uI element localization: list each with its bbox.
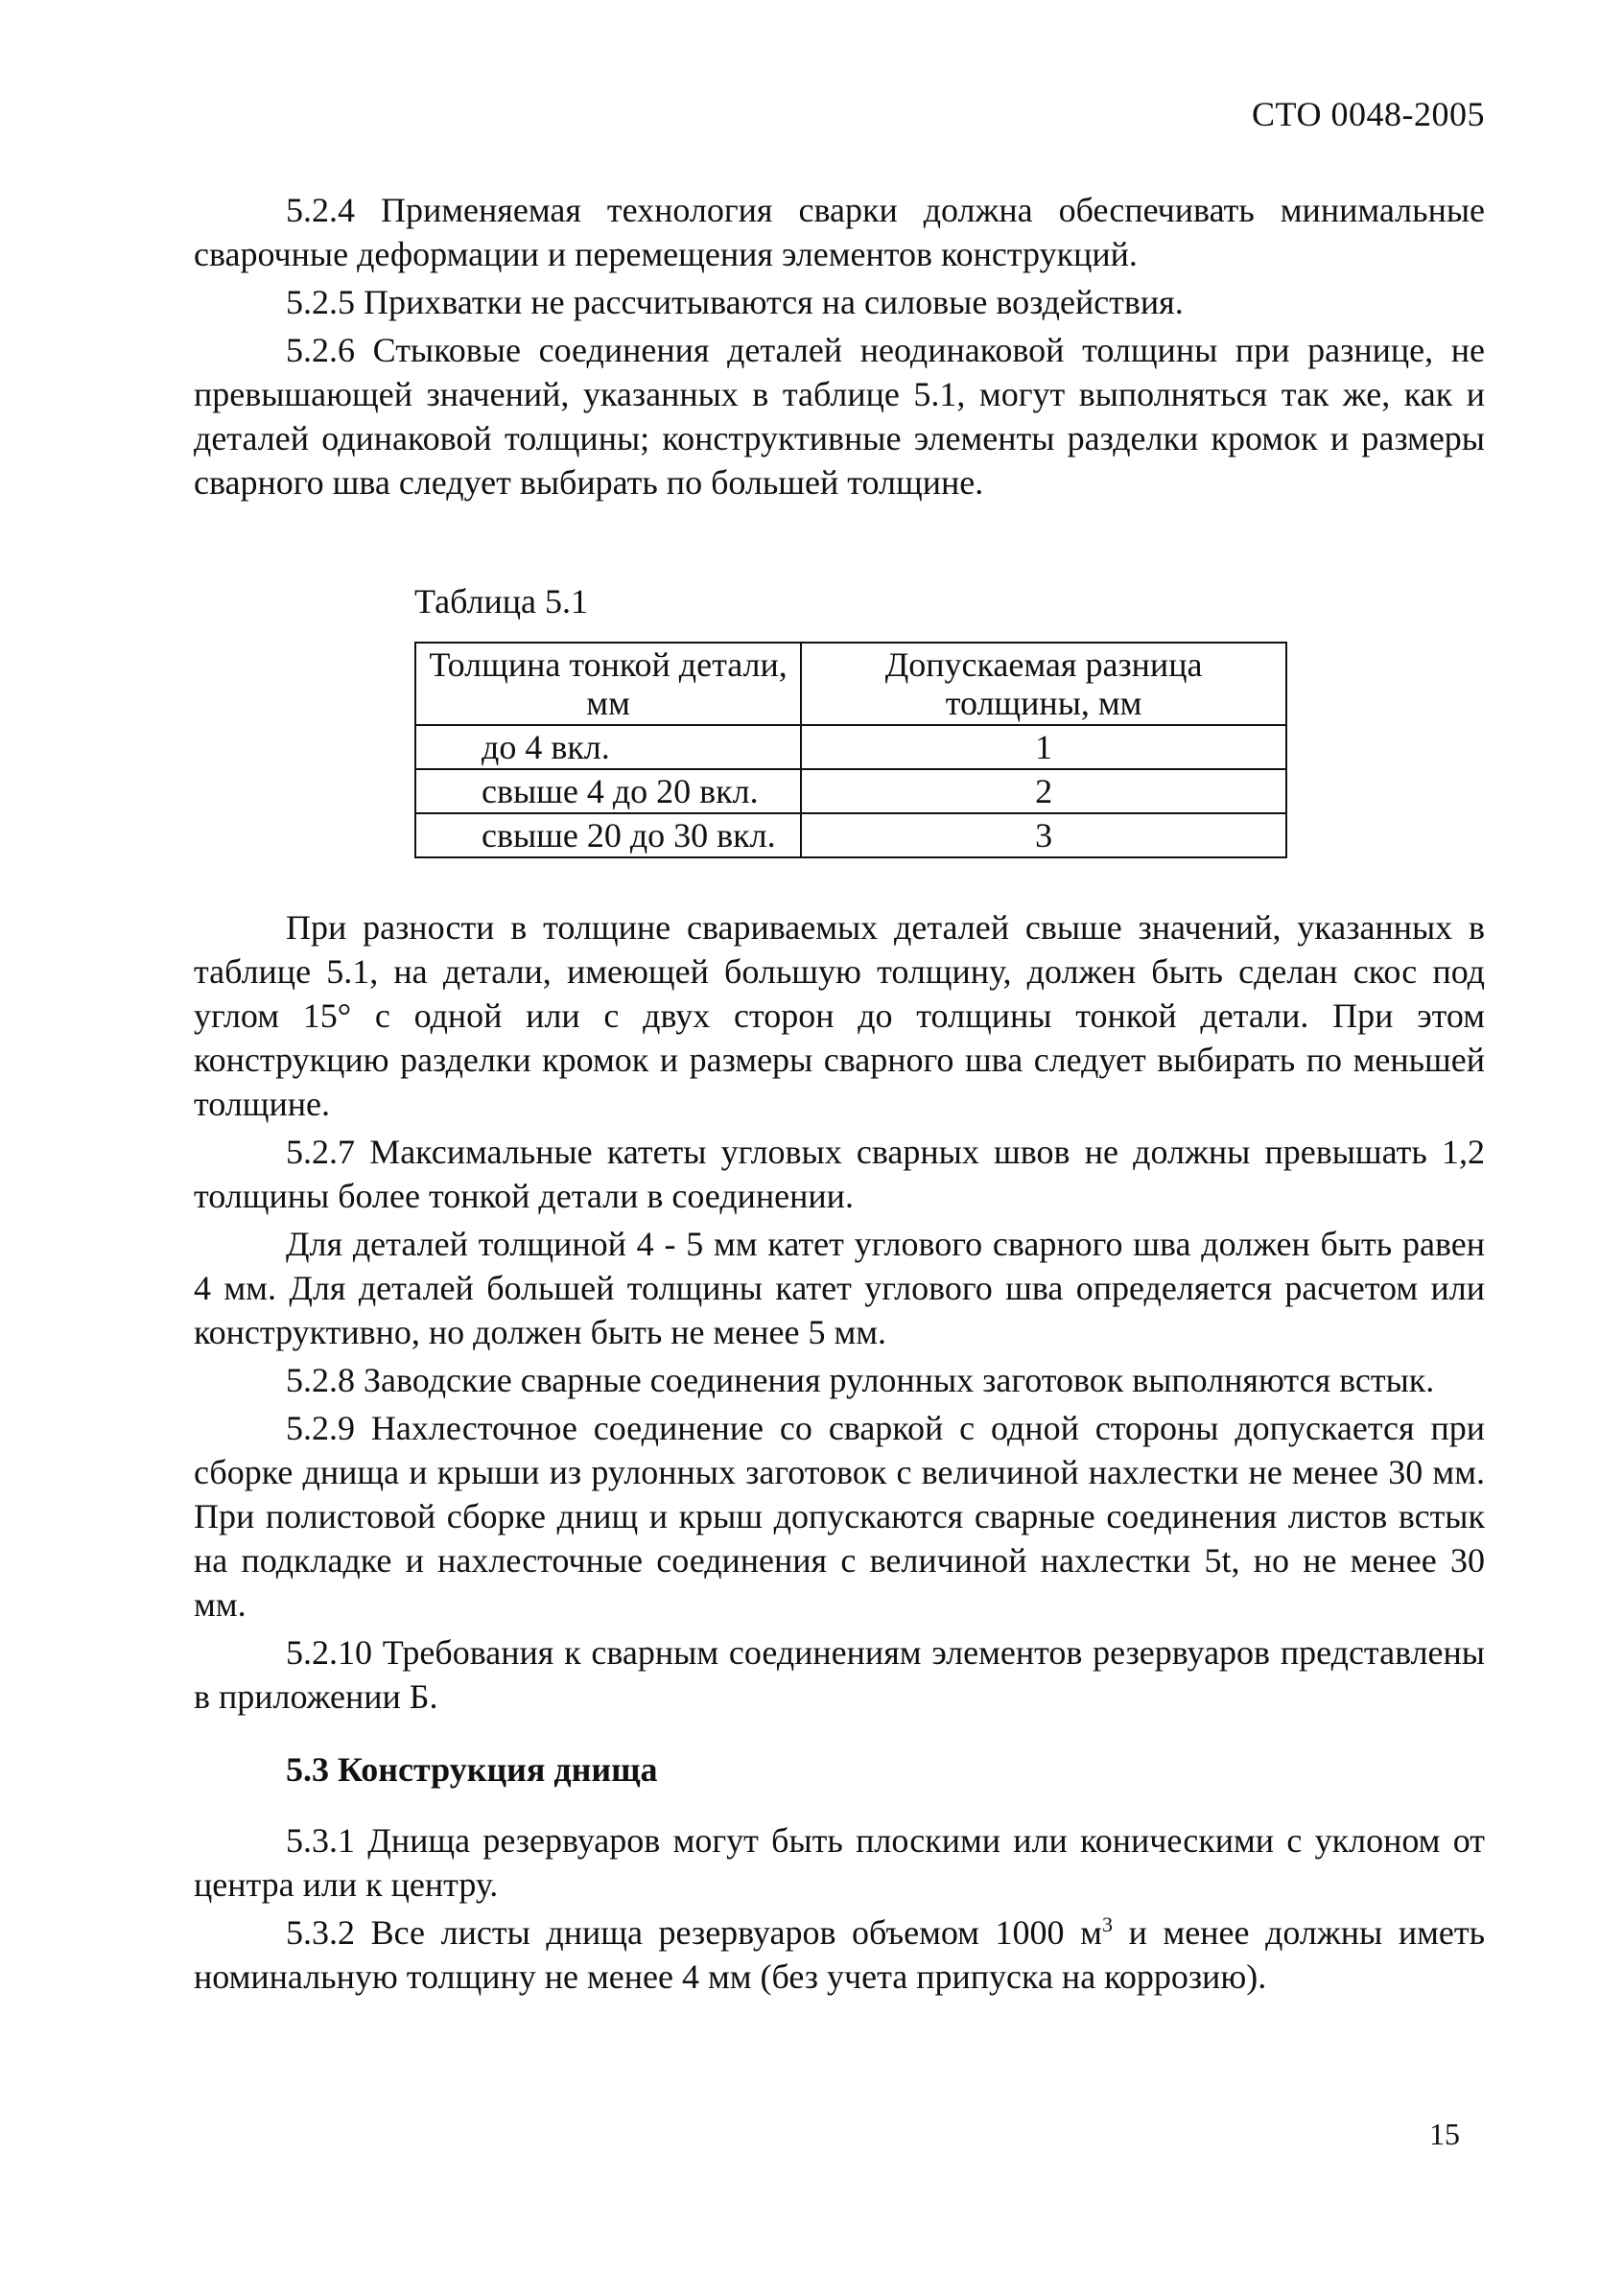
paragraph-5-3-2-end: и менее должны иметь номинальную толщину не менее 4 мм (без учета припуска на коррозию).: [194, 1913, 1485, 1996]
table-row: [415, 769, 1286, 813]
paragraph-5-2-8: 5.2.8 Заводские сварные соединения рулонных заготовок выполняются встык.: [286, 1361, 1435, 1399]
paragraph-5-2-7: 5.2.7 Максимальные катеты угловых сварных швов не должны превышать 1,2 толщины более тонкой детали в соединении.: [194, 1133, 1485, 1215]
table-row: [415, 725, 1286, 769]
paragraph-5-2-10: 5.2.10 Требования к сварным соединениям элементов резервуаров представлены в приложении Б.: [194, 1633, 1485, 1716]
document-code-header: СТО 0048-2005: [1251, 95, 1485, 133]
section-heading: 5.3 Конструкция днища: [286, 1750, 658, 1789]
main-text-block: [194, 905, 1485, 2003]
table-caption: Таблица 5.1: [414, 582, 588, 621]
paragraph-leg-size: Для деталей толщиной 4 - 5 мм катет углового сварного шва должен быть равен 4 мм. Для деталей большей толщины катет углового шва определяется расчетом или конструктивно, но должен быть не менее 5 мм.: [194, 1225, 1485, 1351]
table-header-cell: Допускаемая разница толщины, мм: [801, 643, 1286, 725]
table-header-cell: Толщина тонкой детали, мм: [415, 643, 801, 725]
table-cell: до 4 вкл.: [415, 725, 801, 769]
paragraph-bevel: При разности в толщине свариваемых деталей свыше значений, указанных в таблице 5.1, на детали, имеющей большую толщину, должен быть сделан скос под углом 15° с одной или с двух сторон до толщины тонкой детали. При этом конструкцию разделки кромок и размеры сварного шва следует выбирать по меньшей толщине.: [194, 908, 1485, 1123]
top-text-block: [194, 188, 1485, 508]
paragraph-5-2-9: 5.2.9 Нахлесточное соединение со сваркой с одной стороны допускается при сборке днища и крыши из рулонных заготовок с величиной нахлестки не менее 30 мм. При полистовой сборке днищ и крыш допускаются сварные соединения листов встык на подкладке и нахлесточные соединения с величиной нахлестки 5t, но не менее 30 мм.: [194, 1409, 1485, 1624]
table-cell: свыше 20 до 30 вкл.: [415, 813, 801, 857]
paragraph-5-3-2-start: 5.3.2 Все листы днища резервуаров объемом 1000 м: [286, 1913, 1102, 1952]
table-row: [415, 813, 1286, 857]
superscript-cubic: 3: [1101, 1912, 1113, 1936]
table-cell: свыше 4 до 20 вкл.: [415, 769, 801, 813]
paragraph-5-3-2: [194, 1910, 1485, 1999]
page-number: 15: [1429, 2117, 1460, 2151]
paragraph-5-3-1: 5.3.1 Днища резервуаров могут быть плоскими или коническими с уклоном от центра или к центру.: [194, 1821, 1485, 1904]
table-header-row: [415, 643, 1286, 725]
table-cell: 1: [801, 725, 1286, 769]
paragraph-5-2-5: 5.2.5 Прихватки не рассчитываются на силовые воздействия.: [286, 283, 1184, 321]
table-cell: 2: [801, 769, 1286, 813]
paragraph-5-2-6: 5.2.6 Стыковые соединения деталей неодинаковой толщины при разнице, не превышающей значений, указанных в таблице 5.1, могут выполняться так же, как и деталей одинаковой толщины; конструктивные элементы разделки кромок и размеры сварного шва следует выбирать по большей толщине.: [194, 331, 1485, 502]
table-cell: 3: [801, 813, 1286, 857]
paragraph-5-2-4: 5.2.4 Применяемая технология сварки должна обеспечивать минимальные сварочные деформации и перемещения элементов конструкций.: [194, 191, 1485, 273]
thickness-table: [414, 642, 1287, 858]
